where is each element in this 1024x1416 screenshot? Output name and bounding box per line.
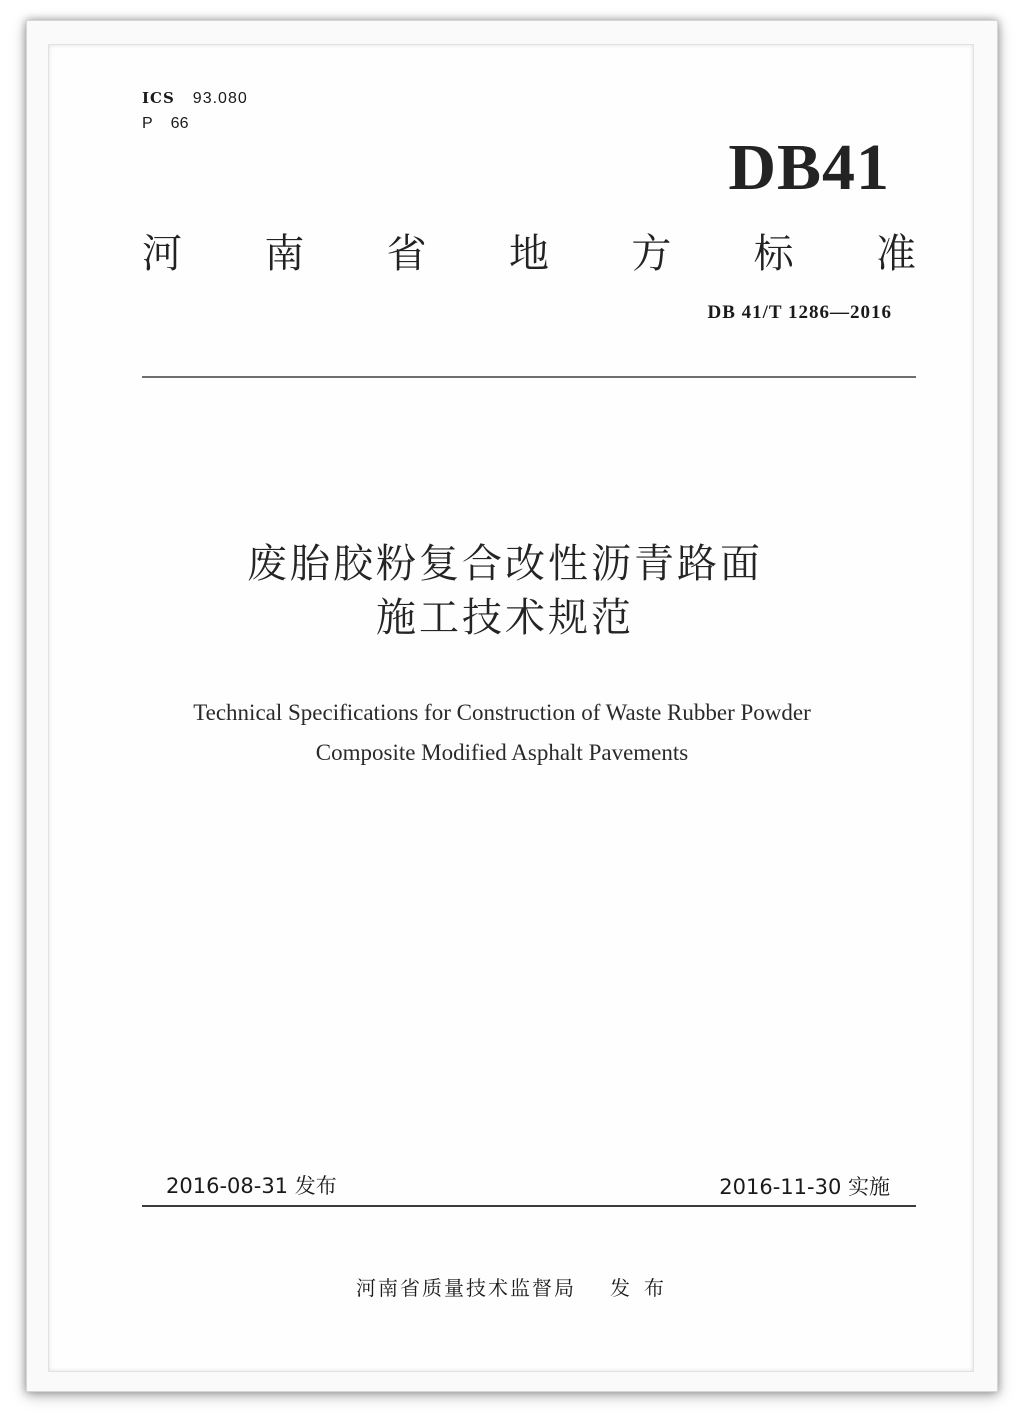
standard-type-char: 准 [875, 231, 916, 277]
publisher-name: 河南省质量技术监督局 [356, 1276, 576, 1300]
ics-label: ICS [142, 89, 175, 107]
standard-type-char: 标 [753, 231, 794, 277]
title-chinese-line-2: 施工技术规范 [376, 595, 634, 641]
standard-type-char: 方 [631, 231, 672, 277]
standard-type-char: 河 [142, 231, 182, 277]
ccs-code: 66 [170, 115, 189, 132]
title-chinese-line-1: 废胎胶粉复合改性沥青路面 [247, 541, 763, 587]
publisher [356, 1272, 678, 1301]
ics-code: 93.080 [192, 90, 248, 107]
ics-classification [142, 88, 248, 108]
implementation-date: 2016-11-30 实施 [719, 1175, 890, 1199]
standard-type [142, 222, 916, 279]
standard-type-char: 地 [508, 231, 549, 277]
title-english-line-2: Composite Modified Asphalt Pavements [315, 740, 689, 765]
header-divider [142, 376, 916, 378]
issue-date: 2016-08-31 发布 [166, 1174, 337, 1198]
standard-mark: DB41 [728, 131, 890, 204]
standard-number: DB 41/T 1286—2016 [707, 302, 892, 323]
title-english-line-1: Technical Specifications for Construction of Waste Rubber Powder [193, 700, 811, 725]
standard-type-char: 南 [264, 231, 305, 277]
ccs-classification [142, 113, 188, 133]
ccs-label: P [142, 115, 153, 132]
standard-type-char: 省 [386, 231, 427, 277]
publisher-action: 发布 [610, 1276, 678, 1300]
footer-divider [142, 1205, 916, 1207]
